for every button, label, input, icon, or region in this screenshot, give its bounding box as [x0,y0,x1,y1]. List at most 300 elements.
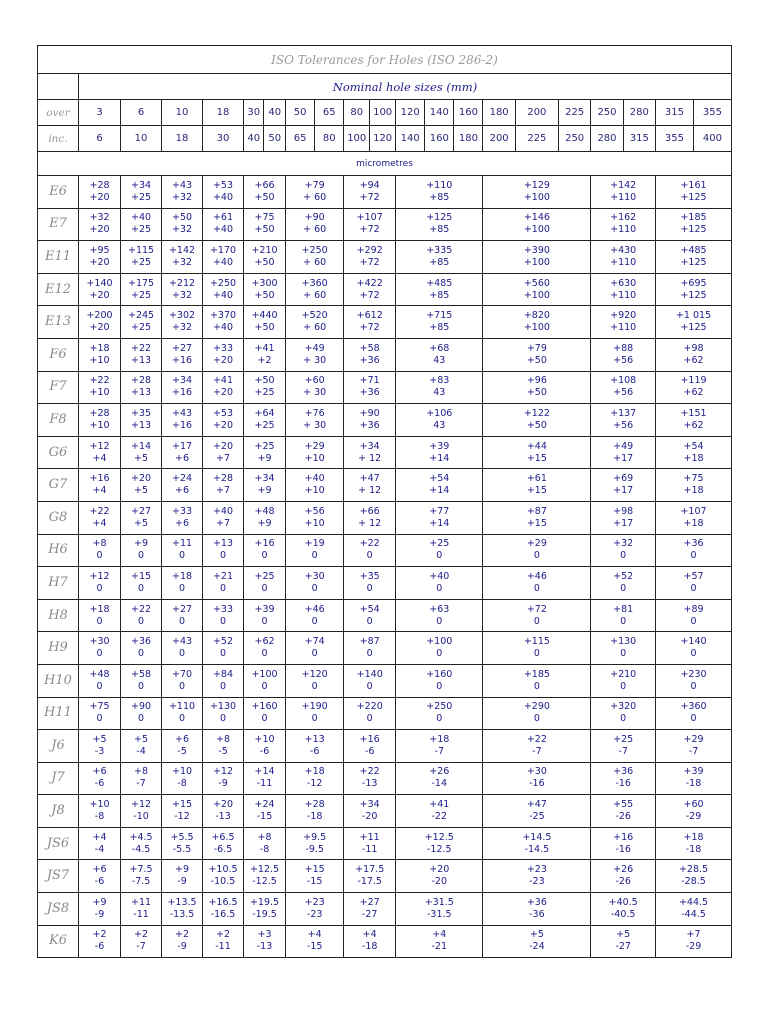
upper-deviation: +4 [307,929,322,941]
upper-deviation: +22 [359,538,380,550]
lower-deviation: +16 [171,387,193,399]
tolerance-cell [244,501,286,534]
tolerance-cell [244,632,286,665]
upper-deviation: +49 [304,342,325,354]
upper-deviation: +25 [613,733,634,745]
tolerance-cell [396,436,483,469]
upper-deviation: +320 [610,701,637,713]
tolerance-cell [483,599,591,632]
lower-deviation: -3 [94,745,105,757]
tolerance-cell [344,860,396,893]
upper-deviation: +292 [356,244,383,256]
upper-deviation: +15 [304,864,325,876]
upper-deviation: +5 [92,733,107,745]
tolerance-cell [344,893,396,926]
lower-deviation: +10 [304,485,325,497]
tolerance-cell [591,273,656,306]
lower-deviation: +100 [523,256,550,268]
lower-deviation: -6 [259,745,270,757]
table-row [38,176,732,209]
upper-deviation: +4 [432,929,447,941]
tolerance-cell [396,241,483,274]
upper-deviation: +12 [131,799,152,811]
tolerance-cell [121,762,162,795]
tolerance-cell [78,241,120,274]
lower-deviation: 0 [179,615,186,627]
upper-deviation: +19 [304,538,325,550]
table-row [38,501,732,534]
tolerance-cell [203,534,244,567]
lower-deviation: -10 [133,811,149,823]
tolerance-cell [656,273,732,306]
lower-deviation: 0 [366,615,373,627]
tolerance-cell [78,632,120,665]
tolerance-cell [121,664,162,697]
tolerance-cell [483,436,591,469]
tolerance-cell [591,306,656,339]
lower-deviation: -13 [215,811,231,823]
upper-deviation: +72 [526,603,547,615]
tolerance-cell [286,176,344,209]
lower-deviation: -22 [431,811,448,823]
tolerance-cell [203,208,244,241]
lower-deviation: +25 [131,289,152,301]
table-row [38,827,732,860]
lower-deviation: +20 [89,289,110,301]
table-row [38,664,732,697]
tolerance-cell [483,762,591,795]
tolerance-cell [656,567,732,600]
tolerance-cell [344,241,396,274]
lower-deviation: -8 [259,843,270,855]
upper-deviation: +87 [526,505,547,517]
lower-deviation: -14.5 [524,843,550,855]
lower-deviation: 0 [620,713,627,725]
table-row [38,371,732,404]
upper-deviation: +70 [171,668,193,680]
lower-deviation: -6 [94,941,105,953]
lower-deviation: -15 [306,941,323,953]
tolerance-cell [344,501,396,534]
upper-deviation: +90 [304,212,325,224]
upper-deviation: +50 [171,212,193,224]
upper-deviation: +98 [683,342,704,354]
lower-deviation: +9 [257,517,272,529]
upper-deviation: +6 [175,733,190,745]
upper-deviation: +30 [304,570,325,582]
lower-deviation: +125 [680,289,707,301]
tolerance-cell [286,436,344,469]
upper-deviation: +4 [362,929,377,941]
grade-label: E6 [38,176,79,209]
upper-deviation: +71 [359,375,380,387]
upper-deviation: +185 [680,212,707,224]
inc-size-cell: 50 [264,126,286,152]
tolerance-cell [656,338,732,371]
lower-deviation: +6 [175,452,190,464]
upper-deviation: +16 [359,733,380,745]
lower-deviation: -8 [94,811,105,823]
tolerance-cell [286,534,344,567]
upper-deviation: +560 [523,277,550,289]
lower-deviation: -40.5 [610,908,636,920]
table-row [38,730,732,763]
lower-deviation: 0 [690,550,697,562]
nominal-sizes-header: Nominal hole sizes (mm) [78,74,731,100]
lower-deviation: +50 [254,224,275,236]
upper-deviation: +27 [171,603,193,615]
tolerance-cell [121,273,162,306]
tolerance-cell [286,567,344,600]
table-row [38,925,732,958]
lower-deviation: 0 [261,648,268,660]
upper-deviation: +130 [209,701,237,713]
tolerance-cell [483,469,591,502]
tolerance-cell [656,795,732,828]
lower-deviation: +7 [216,485,231,497]
lower-deviation: +50 [526,354,547,366]
lower-deviation: 0 [261,713,268,725]
lower-deviation: -16.5 [210,908,236,920]
lower-deviation: +85 [429,256,450,268]
lower-deviation: 0 [311,550,318,562]
tolerance-cell [203,273,244,306]
lower-deviation: -23 [306,908,323,920]
lower-deviation: +4 [92,452,107,464]
unit-label: micrometres [38,152,732,176]
upper-deviation: +10 [89,799,110,811]
upper-deviation: +33 [171,505,193,517]
grade-label: H8 [38,599,79,632]
lower-deviation: +110 [610,224,637,236]
lower-deviation: 0 [311,615,318,627]
upper-deviation: +210 [610,668,637,680]
lower-deviation: +32 [171,191,193,203]
table-row [38,632,732,665]
lower-deviation: -9 [94,908,105,920]
tolerance-cell [344,697,396,730]
upper-deviation: +89 [683,603,704,615]
upper-deviation: +140 [680,636,707,648]
lower-deviation: -12.5 [252,876,277,888]
upper-deviation: +81 [613,603,634,615]
upper-deviation: +142 [168,244,196,256]
upper-deviation: +9 [175,864,190,876]
tolerance-cell [162,827,203,860]
tolerance-cell [483,501,591,534]
lower-deviation: 0 [219,582,227,594]
lower-deviation: 0 [436,713,443,725]
lower-deviation: +110 [610,191,637,203]
tolerance-cell [78,664,120,697]
inc-size-cell: 80 [315,126,344,152]
upper-deviation: +210 [251,244,278,256]
lower-deviation: 0 [96,648,103,660]
lower-deviation: -5.5 [172,843,192,855]
tolerance-cell [244,306,286,339]
upper-deviation: +41 [429,799,450,811]
tolerance-cell [591,860,656,893]
upper-deviation: +2 [92,929,107,941]
lower-deviation: +100 [523,289,550,301]
tolerance-cell [121,730,162,763]
upper-deviation: +36 [131,636,152,648]
tolerance-cell [396,925,483,958]
lower-deviation: 0 [620,550,627,562]
lower-deviation: +72 [359,322,380,334]
lower-deviation: 0 [436,648,443,660]
over-size-cell: 65 [315,100,344,126]
upper-deviation: +28 [304,799,325,811]
tolerance-cell [203,827,244,860]
upper-deviation: +47 [359,473,380,485]
upper-deviation: +106 [426,407,453,419]
lower-deviation: 0 [179,550,186,562]
table-row [38,893,732,926]
upper-deviation: +98 [613,505,634,517]
lower-deviation: -18 [685,843,702,855]
lower-deviation: +18 [683,517,704,529]
lower-deviation: 0 [620,680,627,692]
upper-deviation: +108 [610,375,637,387]
upper-deviation: +55 [613,799,634,811]
upper-deviation: +12 [212,766,234,778]
lower-deviation: 0 [366,713,373,725]
upper-deviation: +75 [683,473,704,485]
tolerance-cell [344,534,396,567]
upper-deviation: +9.5 [303,831,327,843]
inc-size-cell: 140 [396,126,425,152]
upper-deviation: +79 [526,342,547,354]
tolerance-cell [656,893,732,926]
lower-deviation: -10.5 [210,876,236,888]
over-size-cell: 3 [78,100,120,126]
lower-deviation: 0 [219,615,227,627]
lower-deviation: 0 [436,582,443,594]
tolerance-cell [286,762,344,795]
lower-deviation: -18 [361,941,378,953]
lower-deviation: + 60 [303,322,327,334]
tolerance-cell [244,893,286,926]
lower-deviation: +50 [254,322,275,334]
lower-deviation: +25 [131,191,152,203]
tolerance-cell [344,762,396,795]
lower-deviation: +36 [359,354,380,366]
tolerance-cell [78,827,120,860]
tolerance-cell [344,338,396,371]
lower-deviation: 0 [366,550,373,562]
tolerance-cell [162,567,203,600]
grade-label: JS6 [38,827,79,860]
upper-deviation: +32 [89,212,110,224]
lower-deviation: -13.5 [169,908,195,920]
upper-deviation: +40 [212,505,234,517]
tolerance-cell [483,338,591,371]
upper-deviation: +11 [359,831,380,843]
tolerance-cell [656,306,732,339]
lower-deviation: 0 [533,648,540,660]
upper-deviation: +39 [429,440,450,452]
tolerance-cell [483,273,591,306]
tolerance-cell [344,567,396,600]
tolerance-cell [162,534,203,567]
tolerance-cell [396,664,483,697]
tolerance-cell [286,338,344,371]
upper-deviation: +75 [254,212,275,224]
upper-deviation: +26 [429,766,450,778]
tolerance-cell [203,404,244,437]
upper-deviation: +28 [131,375,152,387]
lower-deviation: + 30 [303,387,327,399]
upper-deviation: +41 [212,375,234,387]
lower-deviation: +18 [683,452,704,464]
lower-deviation: +2 [257,354,272,366]
tolerance-cell [344,436,396,469]
upper-deviation: +52 [613,570,634,582]
tolerance-cell [396,208,483,241]
over-size-cell: 40 [264,100,286,126]
tolerance-cell [244,241,286,274]
upper-deviation: +115 [127,244,155,256]
upper-deviation: +24 [254,799,275,811]
lower-deviation: 0 [219,713,227,725]
lower-deviation: +20 [89,224,110,236]
lower-deviation: -11 [215,941,231,953]
lower-deviation: +100 [523,224,550,236]
inc-size-cell: 30 [203,126,244,152]
lower-deviation: -11 [133,908,149,920]
lower-deviation: +100 [523,191,550,203]
upper-deviation: +200 [86,310,113,322]
tolerance-cell [244,567,286,600]
upper-deviation: +34 [254,473,275,485]
lower-deviation: +20 [89,191,110,203]
lower-deviation: +125 [680,224,707,236]
lower-deviation: + 60 [303,289,327,301]
tolerance-cell [162,795,203,828]
tolerance-cell [396,860,483,893]
tolerance-cell [591,795,656,828]
upper-deviation: +79 [304,179,325,191]
upper-deviation: +250 [209,277,237,289]
lower-deviation: 0 [533,615,540,627]
tolerance-cell [286,860,344,893]
lower-deviation: +6 [175,485,190,497]
tolerance-cell [591,501,656,534]
tolerance-cell [396,338,483,371]
over-size-cell: 315 [656,100,694,126]
upper-deviation: +48 [89,668,110,680]
upper-deviation: +920 [610,310,637,322]
inc-size-cell: 200 [483,126,515,152]
upper-deviation: +140 [356,668,383,680]
tolerance-cell [483,925,591,958]
upper-deviation: +87 [359,636,380,648]
upper-deviation: +54 [359,603,380,615]
tolerance-cell [203,925,244,958]
upper-deviation: +485 [426,277,453,289]
tolerance-cell [244,795,286,828]
lower-deviation: +56 [613,354,634,366]
tolerance-cell [656,860,732,893]
lower-deviation: + 12 [358,452,382,464]
tolerance-cell [286,632,344,665]
lower-deviation: 0 [179,582,186,594]
upper-deviation: +77 [429,505,450,517]
lower-deviation: 0 [261,680,268,692]
tolerance-cell [286,827,344,860]
lower-deviation: +62 [683,387,704,399]
tolerance-cell [203,501,244,534]
lower-deviation: 0 [690,713,697,725]
upper-deviation: +125 [426,212,453,224]
tolerance-cell [483,664,591,697]
lower-deviation: +110 [610,289,637,301]
inc-label: inc. [38,126,79,152]
tolerance-cell [244,338,286,371]
grade-label: E13 [38,306,79,339]
upper-deviation: +162 [610,212,637,224]
tolerance-cell [396,827,483,860]
tolerance-cell [121,371,162,404]
lower-deviation: +10 [89,419,110,431]
tolerance-cell [286,925,344,958]
grade-label: E12 [38,273,79,306]
upper-deviation: +52 [212,636,234,648]
tolerance-cell [656,436,732,469]
upper-deviation: +18 [89,342,110,354]
lower-deviation: +100 [523,322,550,334]
lower-deviation: 0 [219,680,227,692]
upper-deviation: +36 [613,766,634,778]
lower-deviation: -8 [177,778,187,790]
lower-deviation: +14 [429,485,450,497]
upper-deviation: +20 [429,864,450,876]
tolerance-cell [483,567,591,600]
tolerance-cell [162,306,203,339]
upper-deviation: +22 [89,505,110,517]
lower-deviation: -28.5 [681,876,706,888]
upper-deviation: +20 [131,473,152,485]
upper-deviation: +50 [254,375,275,387]
lower-deviation: -20 [361,811,378,823]
upper-deviation: +34 [171,375,193,387]
tolerance-cell [244,925,286,958]
upper-deviation: +212 [168,277,196,289]
upper-deviation: +60 [304,375,325,387]
tolerance-cell [162,273,203,306]
lower-deviation: +50 [526,419,547,431]
lower-deviation: + 60 [303,224,327,236]
tolerance-cell [344,404,396,437]
upper-deviation: +40 [131,212,152,224]
table-row [38,273,732,306]
tolerance-cell [244,860,286,893]
upper-deviation: +66 [254,179,275,191]
upper-deviation: +83 [429,375,450,387]
upper-deviation: +62 [254,636,275,648]
tolerance-cell [483,306,591,339]
tolerance-cell [396,762,483,795]
tolerance-cell [244,599,286,632]
lower-deviation: -4.5 [131,843,151,855]
upper-deviation: +820 [523,310,550,322]
table-row [38,404,732,437]
lower-deviation: -16 [529,778,545,790]
upper-deviation: +88 [613,342,634,354]
lower-deviation: 0 [533,680,540,692]
upper-deviation: +44.5 [678,896,709,908]
